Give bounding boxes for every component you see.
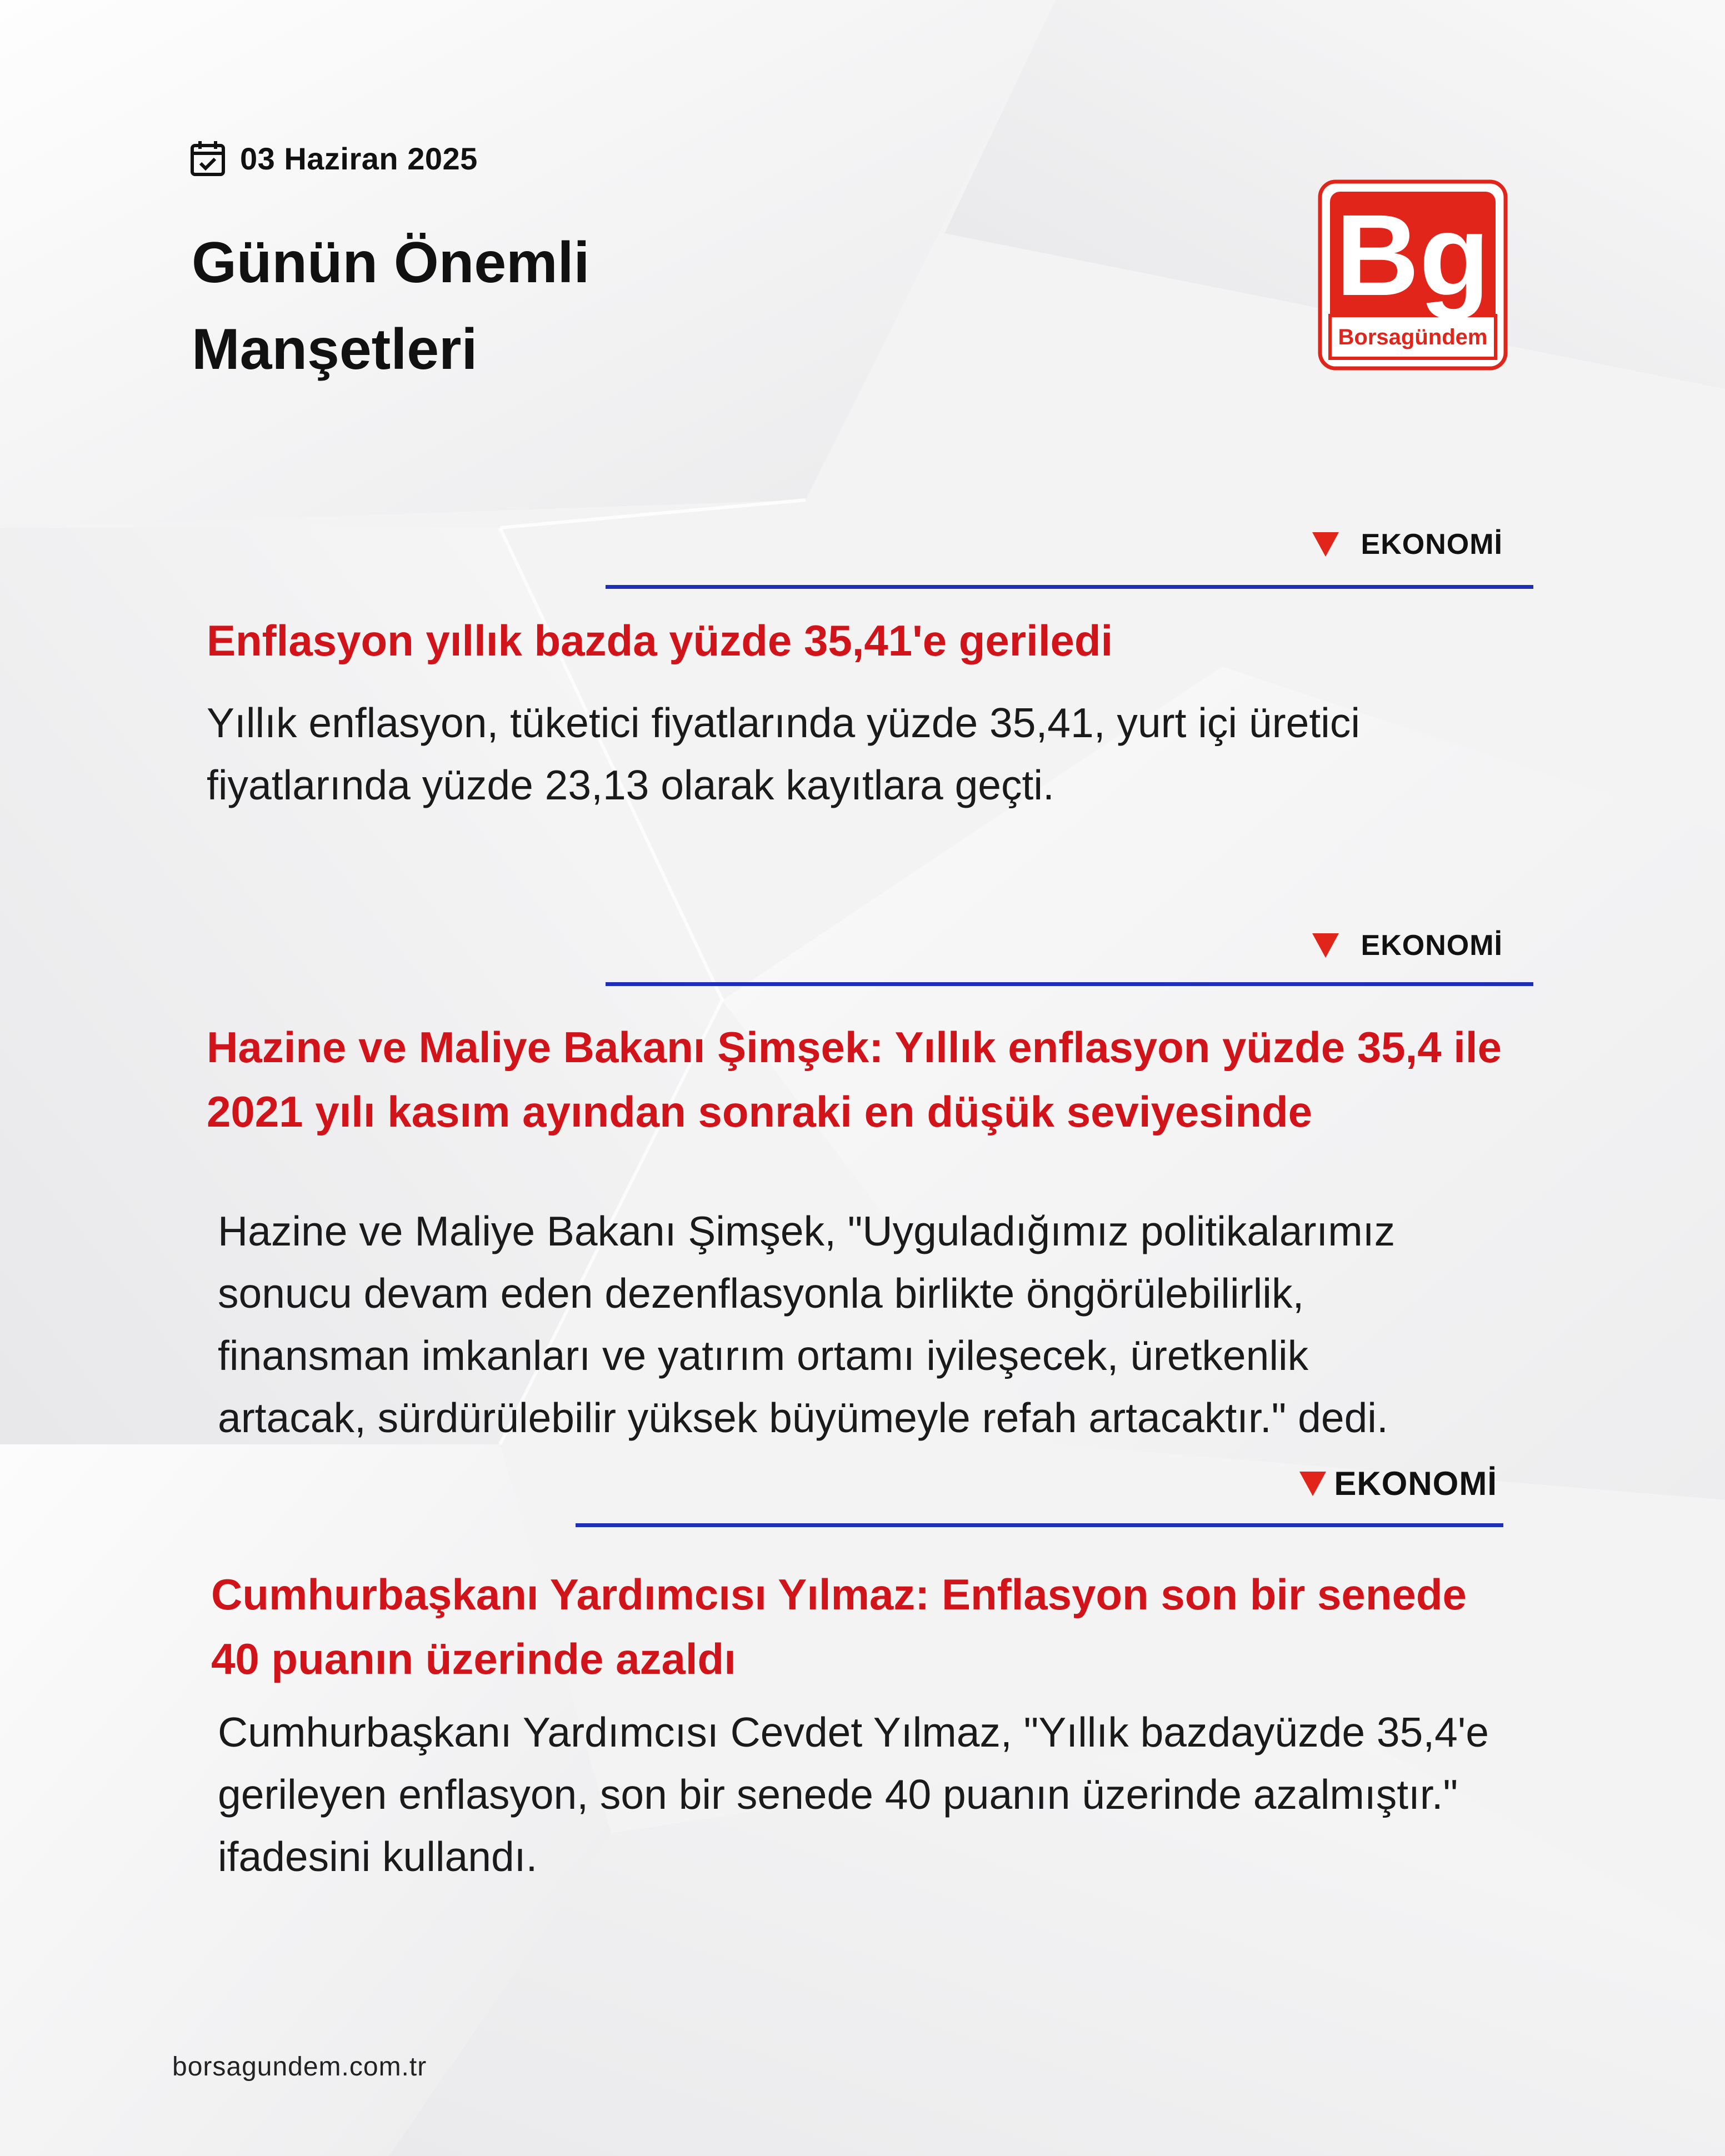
news-headline[interactable]: Cumhurbaşkanı Yardımcısı Yılmaz: Enflasyon son bir senede 40 puanın üzerinde azaldı bbox=[211, 1570, 1467, 1683]
section-divider bbox=[576, 1523, 1503, 1527]
news-summary: Hazine ve Maliye Bakanı Şimşek, "Uyguladığımız politikalarımız sonucu devam eden dezenflasyonla birlikte öngörülebilirlik, finansman imkanları ve yatırım ortamı iyileşecek, üretkenlik artacak, sürdürülebilir yüksek büyümeyle refah artacaktır." dedi. bbox=[218, 1208, 1396, 1441]
logo-name: Borsagündem bbox=[1338, 325, 1488, 349]
footer-url[interactable]: borsagundem.com.tr bbox=[172, 2052, 427, 2082]
category-label: EKONOMİ bbox=[1299, 1464, 1497, 1503]
section-divider bbox=[606, 982, 1533, 986]
brand-logo bbox=[1318, 179, 1508, 371]
news-summary: Yıllık enflasyon, tüketici fiyatlarında yüzde 35,41, yurt içi üretici fiyatlarında yüzde 23,13 olarak kayıtlara geçti. bbox=[207, 699, 1360, 808]
category-label: EKONOMİ bbox=[1312, 528, 1503, 561]
news-headline[interactable]: Enflasyon yıllık bazda yüzde 35,41'e geriledi bbox=[207, 616, 1113, 665]
triangle-down-icon bbox=[1299, 1472, 1326, 1496]
calendar-check-icon bbox=[190, 140, 226, 177]
news-headline[interactable]: Hazine ve Maliye Bakanı Şimşek: Yıllık enflasyon yüzde 35,4 ile 2021 yılı kasım ayından sonraki en düşük seviyesinde bbox=[207, 1023, 1502, 1136]
date-text: 03 Haziran 2025 bbox=[240, 141, 478, 176]
category-label: EKONOMİ bbox=[1312, 929, 1503, 962]
date-row bbox=[190, 140, 478, 177]
news-summary: Cumhurbaşkanı Yardımcısı Cevdet Yılmaz, "Yıllık bazdayüzde 35,4'e gerileyen enflasyon, son bir senede 40 puanın üzerinde azalmıştır." ifadesini kullandı. bbox=[218, 1709, 1489, 1880]
logo-monogram: Bg bbox=[1336, 191, 1490, 320]
section-divider bbox=[606, 585, 1533, 589]
triangle-down-icon bbox=[1312, 532, 1339, 557]
triangle-down-icon bbox=[1312, 933, 1339, 958]
page-title: Günün Önemli Manşetleri bbox=[192, 231, 590, 382]
